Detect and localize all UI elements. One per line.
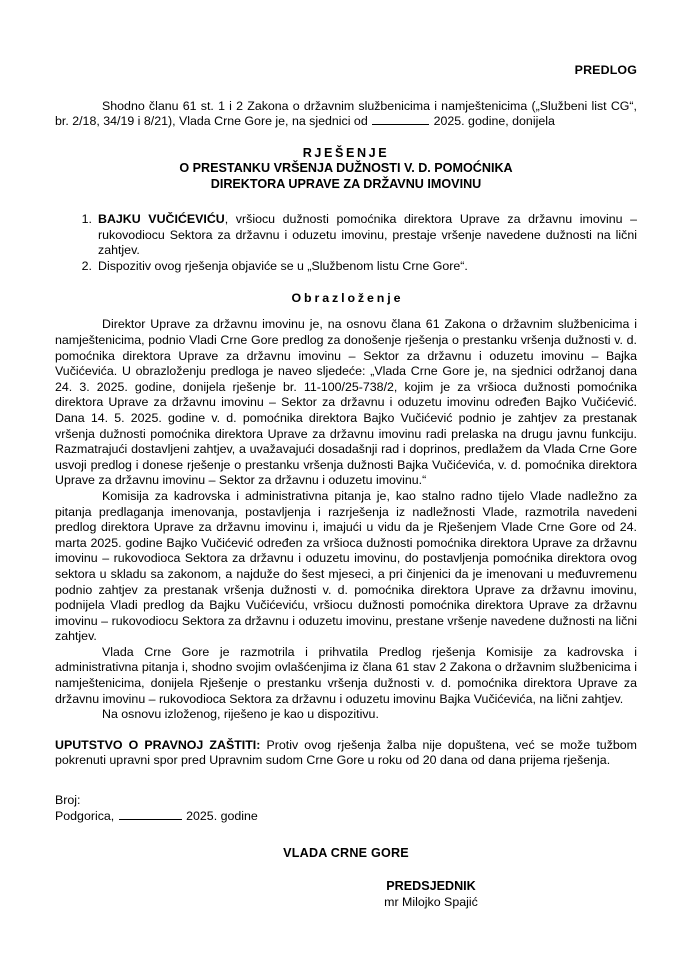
legal-remedy-notice (55, 738, 637, 769)
dispositive-list (55, 212, 637, 274)
document-meta (55, 793, 637, 824)
title-line-3: DIREKTORA UPRAVE ZA DRŽAVNU IMOVINU (210, 176, 482, 191)
date-blank-field[interactable] (372, 115, 429, 125)
body-paragraph: Komisija za kadrovska i administrativna pitanja je, kao stalno radno tijelo Vlade nadležno za pitanja predlaganja imenovanja, postavljenja i razrješenja iz nadležnosti Vlade, razmotrila navedeni predlog direktora Uprave za državnu imovinu i, imajući u vidu da je Rješenjem Vlade Crne Gore od 24. marta 2025. godine Bajko Vučićević određen za vršioca dužnosti pomoćnika direktora Uprave za državnu imovinu – rukovodioca Sektora za državnu i oduzetu imovinu, do postavljenja pomoćnika direktora ovog sektora u skladu sa zakonom, a najduže do šest mjeseci, a pri činjenici da je imenovani u međuvremenu podnio zahtjev za prestanak vršenja dužnosti v. d. pomoćnika direktora Uprave za državnu imovinu, podnijela Vladi predlog da Bajku Vučićeviću, vršiocu dužnosti pomoćnika direktora Uprave za državnu imovinu – rukovodiocu Sektora za državnu i oduzetu imovinu, prestane vršenje navedene dužnosti na lični zahtjev. (55, 488, 637, 644)
place-date-row (55, 809, 637, 825)
signature-block (55, 878, 637, 910)
legal-remedy-text: Protiv ovog rješenja žalba nije dopuštena, već se može tužbom pokrenuti upravni spor pred Upravnim sudom Crne Gore u roku od 20 dana od dana prijema rješenja. (55, 737, 638, 768)
intro-text-before-blank: Shodno članu 61 st. 1 i 2 Zakona o državnim službenicima i namještenicima („Službeni list CG“, br. 2/18, 34/19 i 8/21), Vlada Crne Gore je, na sjednici od (55, 98, 637, 129)
signature-government: VLADA CRNE GORE (283, 846, 409, 861)
intro-text-after-blank: 2025. godine, donijela (430, 114, 555, 129)
document-title (55, 146, 637, 192)
body-paragraph: Na osnovu izloženog, riješeno je kao u dispozitivu. (102, 707, 379, 722)
document-number-label: Broj: (55, 793, 81, 808)
legal-remedy-label: UPUTSTVO O PRAVNOJ ZAŠTITI: (55, 737, 261, 752)
signature-name: mr Milojko Spajić (384, 895, 478, 910)
signature-role: PREDSJEDNIK (386, 879, 476, 894)
place-text: Podgorica, (55, 808, 118, 823)
body-paragraph: Vlada Crne Gore je razmotrila i prihvatila Predlog rješenja Komisije za kadrovska i administrativna pitanja i, shodno svojim ovlašćenjima iz člana 61 stav 2 Zakona o državnim službenicima i namještenicima, donijela Rješenje o prestanku vršenja dužnosti v. d. pomoćnika direktora Uprave za državnu imovinu – rukovodioca Sektora za državnu i oduzetu imovinu Bajka Vučićevića, na lični zahtjev. (55, 644, 637, 706)
intro-paragraph (55, 99, 637, 130)
year-text: 2025. godine (182, 808, 258, 823)
list-item-bold-lead: BAJKU VUČIĆEVIĆU (98, 212, 225, 227)
body-paragraph: Direktor Uprave za državnu imovinu je, na osnovu člana 61 Zakona o državnim službenicima i namještenicima, podnio Vladi Crne Gore predlog za donošenje rješenja o prestanku vršenja dužnosti v. d. pomoćnika direktora Uprave za državnu imovinu – Sektor za državnu i oduzetu imovinu – Bajka Vučićevića. U obrazloženju predloga je naveo sljedeće: „Vlada Crne Gore je, na sjednici održanoj dana 24. 3. 2025. godine, donijela rješenje br. 11-100/25-738/2, kojim je za vršioca dužnosti pomoćnika direktora Uprave za državnu imovinu – Sektor za državnu i oduzetu imovinu određen Bajko Vučićević. Dana 14. 5. 2025. godine v. d. pomoćnika direktora Bajko Vučićević podnio je zahtjev za prestanak vršenja dužnosti pomoćnika direktora Uprave za državnu imovinu radi prelaska na drugu javnu funkciju. Razmatrajući dostavljeni zahtjev, a uvažavajući dosadašnji rad i doprinos, predlažem da Vlada Crne Gore usvoji predlog i donese rješenje o prestanku vršenja dužnosti Bajka Vučićevića, v. d. pomoćnika direktora Uprave za državnu imovinu – Sektor za državnu i oduzetu imovinu.“ (55, 317, 637, 488)
explanation-body (55, 317, 637, 722)
list-item-number: 2. (81, 258, 92, 273)
list-item (55, 212, 637, 259)
list-item (55, 259, 637, 275)
list-item-text: , vršiocu dužnosti pomoćnika direktora Uprave za državnu imovinu – rukovodiocu Sektora za državnu i oduzetu imovinu, prestaje vršenje navedene dužnosti na lični zahtjev. (98, 212, 637, 258)
explanation-heading: Obrazloženje (291, 291, 404, 306)
list-item-number: 1. (81, 212, 92, 227)
title-line-1: RJEŠENJE (302, 145, 390, 160)
title-line-2: O PRESTANKU VRŠENJA DUŽNOSTI V. D. POMOĆNIKA (179, 161, 513, 176)
list-item-text: Dispozitiv ovog rješenja objaviće se u „Službenom listu Crne Gore“. (98, 258, 468, 273)
document-number-row (55, 793, 637, 809)
issue-date-blank-field[interactable] (119, 810, 182, 820)
document-label: PREDLOG (574, 63, 637, 77)
